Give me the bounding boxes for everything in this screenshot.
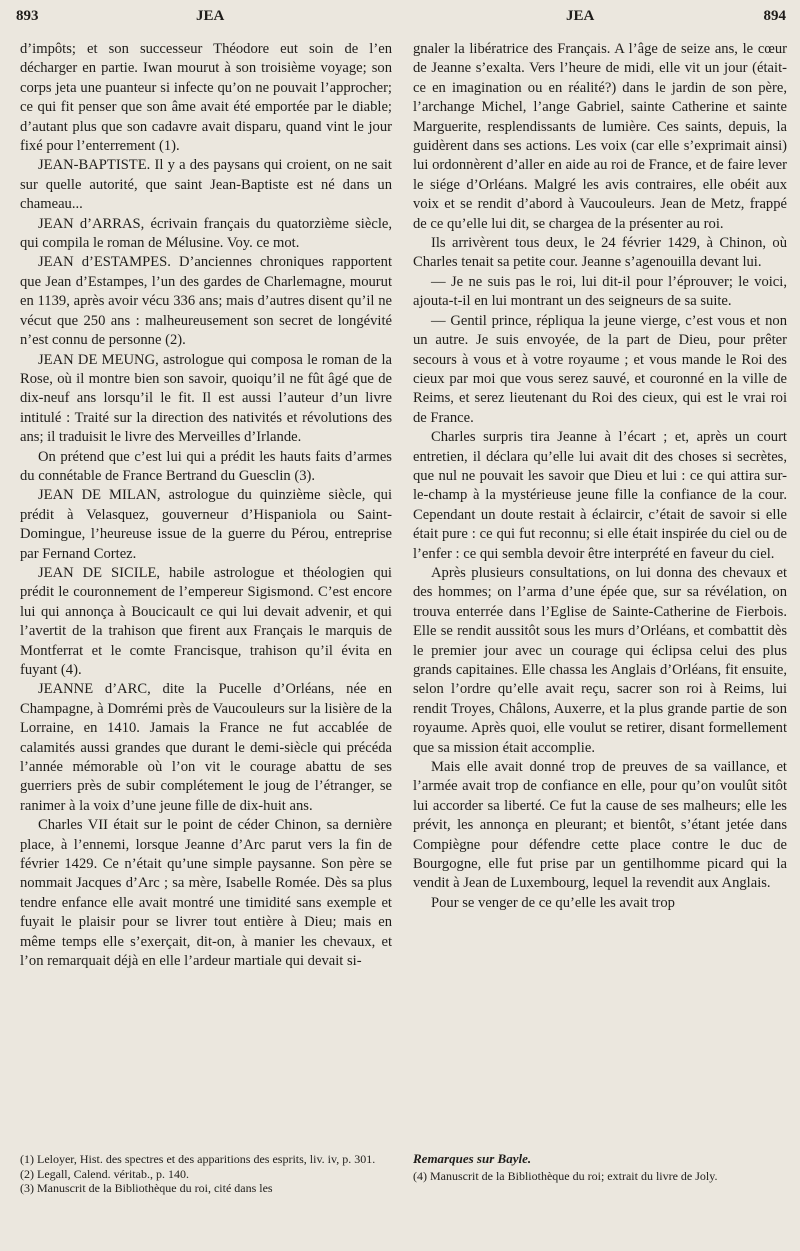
footnote-continuation: Remarques sur Bayle.: [413, 1151, 532, 1166]
paragraph: d’impôts; et son successeur Théodore eut soin de l’en décharger en partie. Iwan mourut à son troisième voyage; son corps jeta une puanteur si infecte qu’on ne pouvait l’approcher; ce qui fit penser que son âme avait été emportée par le diable; d’autant plus que son cadavre avait disparu, quand vint le jour fixé pour l’enterrement (1).: [20, 41, 392, 155]
page-header: [0, 8, 800, 30]
paragraph: — Gentil prince, répliqua la jeune vierge, c’est vous et non un autre. Je suis envoyée, de la part de Dieu, pour prêter secours à vous et à votre royaume ; et vous mande le Roi des cieux par moi que vous serez sauvé, et couronné en la ville de Reims, et serez lieutenant du Roi des cieux, qui est le vrai roi de France.: [413, 312, 787, 426]
footnote: (3) Manuscrit de la Bibliothèque du roi, cité dans les: [20, 1181, 273, 1196]
running-head-left: JEA: [196, 8, 225, 24]
entry-jean-d-arras: JEAN d’ARRAS, écrivain français du quatorzième siècle, qui compila le roman de Mélusine. Voy. ce mot.: [20, 215, 392, 252]
page-number-left: 893: [16, 8, 39, 24]
entry-jean-de-milan: JEAN DE MILAN, astrologue du quinzième siècle, qui prédit à Velasquez, gouverneur d’Hispaniola ou Saint-Domingue, l’heureuse issue de la guerre du Pérou, entreprise par Fernand Cortez.: [20, 487, 392, 562]
footnote: (2) Legall, Calend. véritab., p. 140.: [20, 1166, 189, 1181]
entry-jean-de-sicile: JEAN DE SICILE, habile astrologue et théologien qui prédit le couronnement de l’empereur Sigismond. C’est encore lui qui annonça à Boucicault ce qui lui devait advenir, et qui l’avertit de la trahison que firent aux Français le marquis de Montferrat et le comte Francisque, trahison qu’il évita en fuyant (4).: [20, 564, 392, 678]
footnotes-left: [20, 1152, 392, 1196]
paragraph: gnaler la libératrice des Français. A l’âge de seize ans, le cœur de Jeanne s’exalta. Vers l’heure de midi, elle vit un jour (était-ce en imagination ou en réalité?) dans le jardin de son père, l’archange Michel, l’ange Gabriel, sainte Catherine et sainte Marguerite, resplendissants de lumière. Ces saints, depuis, la guidèrent dans ses actions. Les voix (car elle s’exprimait ainsi) lui ordonnèrent d’aller en aide au roi de France, et de faire lever le siége d’Orléans. Malgré les avis contraires, elle obéit aux voix et se rendit d’abord à Vaucouleurs. Jean de Metz, frappé de ce qu’elle lui dit, se chargea de la présenter au roi.: [413, 41, 787, 232]
paragraph: Charles VII était sur le point de céder Chinon, sa dernière place, à l’ennemi, lorsque Jeanne d’Arc parut vers la fin de février 1429. Ce n’était qu’une simple paysanne. Son père se nommait Jacques d’Arc ; sa mère, Isabelle Romée. Dès sa plus tendre enfance elle avait montré une timidité sans exemple et fuyait le plaisir pour se livrer tout entière à Dieu; mais en même temps elle s’exerçait, dit-on, à manier les chevaux, et l’on remarquait déjà en elle l’ardeur martiale qui devait si-: [20, 817, 392, 970]
paragraph: — Je ne suis pas le roi, lui dit-il pour l’éprouver; le voici, ajouta-t-il en lui montrant un des seigneurs de sa suite.: [413, 273, 787, 310]
footnotes-right: [413, 1152, 787, 1183]
paragraph: Après plusieurs consultations, on lui donna des chevaux et des hommes; on l’arma d’une épée que, sur sa révélation, on trouva enterrée dans l’Eglise de Sainte-Catherine de Fierbois. Elle se rendit aussitôt sous les murs d’Orléans, et combattit dès le premier jour avec un courage qui éclipsa celui des plus grands capitaines. Elle chassa les Anglais d’Orléans, fit ensuite, selon l’ordre qu’elle avait reçu, sacrer son roi à Reims, lui rendit Troyes, Châlons, Auxerre, et la plus grande partie de son royaume. Après quoi, elle voulut se retirer, disant formellement que sa mission était accomplie.: [413, 564, 787, 756]
paragraph: On prétend que c’est lui qui a prédit les hauts faits d’armes du connétable de France Bertrand du Guesclin (3).: [20, 448, 392, 484]
footnote: (1) Leloyer, Hist. des spectres et des apparitions des esprits, liv. iv, p. 301.: [20, 1152, 376, 1166]
paragraph: Pour se venger de ce qu’elle les avait trop: [431, 894, 675, 911]
paragraph: Charles surpris tira Jeanne à l’écart ; et, après un court entretien, il déclara qu’elle lui avait dit des choses si secrètes, que nul ne pouvait les savoir que Dieu et lui : ce qui attira sur-le-champ à la mystérieuse jeune fille la confiance de la cour. Cependant un doute restait à éclaircir, c’était de savoir si elle était pure : ce qui fut reconnu; si elle était inspirée du ciel ou de l’enfer : ce qui sembla devoir être interprété en faveur du ciel.: [413, 429, 787, 562]
page-number-right: 894: [763, 8, 786, 24]
paragraph: Mais elle avait donné trop de preuves de sa vaillance, et l’armée avait trop de confiance en elle, pour qu’on voulût sitôt lui accorder sa liberté. Ce fut la cause de ses malheurs; elle les prévit, les annonça en pleurant; et bientôt, s’étant jetée dans Compiègne pour défendre cette place contre le duc de Bourgogne, elle fut prise par un gentilhomme picard qui la vendit à Jean de Luxembourg, lequel la revendit aux Anglais.: [413, 759, 787, 892]
right-column: [413, 40, 787, 913]
entry-jean-d-estampes: JEAN d’ESTAMPES. D’anciennes chroniques rapportent que Jean d’Estampes, l’un des gardes de Charlemagne, mourut en 1139, après avoir vécu 336 ans; mais d’autres disent qu’il ne vécut que 250 ans : malheureusement son secret de longévité n’est connu de personne (2).: [20, 254, 392, 349]
entry-jean-baptiste: JEAN-BAPTISTE. Il y a des paysans qui croient, on ne sait sur quelle autorité, que saint Jean-Baptiste est né dans un chameau...: [20, 157, 392, 213]
footnote: (4) Manuscrit de la Bibliothèque du roi; extrait du livre de Joly.: [413, 1168, 718, 1183]
left-column: [20, 40, 392, 972]
paragraph: Ils arrivèrent tous deux, le 24 février 1429, à Chinon, où Charles tenait sa petite cour. Jeanne s’agenouilla devant lui.: [413, 235, 787, 271]
entry-jean-de-meung: JEAN DE MEUNG, astrologue qui composa le roman de la Rose, où il montre bien son savoir, quoiqu’il ne fût âgé que de dix-neuf ans lorsqu’il le fit. Il est aussi l’auteur d’un livre intitulé : Traité sur la direction des nativités et révolutions des ans; il traduisit le livre des Merveilles d’Irlande.: [20, 351, 392, 446]
running-head-right: JEA: [566, 8, 595, 24]
entry-jeanne-d-arc: JEANNE d’ARC, dite la Pucelle d’Orléans, née en Champagne, à Domrémi près de Vaucouleurs sur la lisière de la Lorraine, en 1410. Jamais la France ne fut accablée de calamités aussi grandes que durant le demi-siècle qui précéda l’année mémorable où l’on vit le courage abattu de ses guerriers près de subir complétement le joug de l’étranger, se ranimer à la voix d’une jeune fille de dix-huit ans.: [20, 681, 392, 814]
